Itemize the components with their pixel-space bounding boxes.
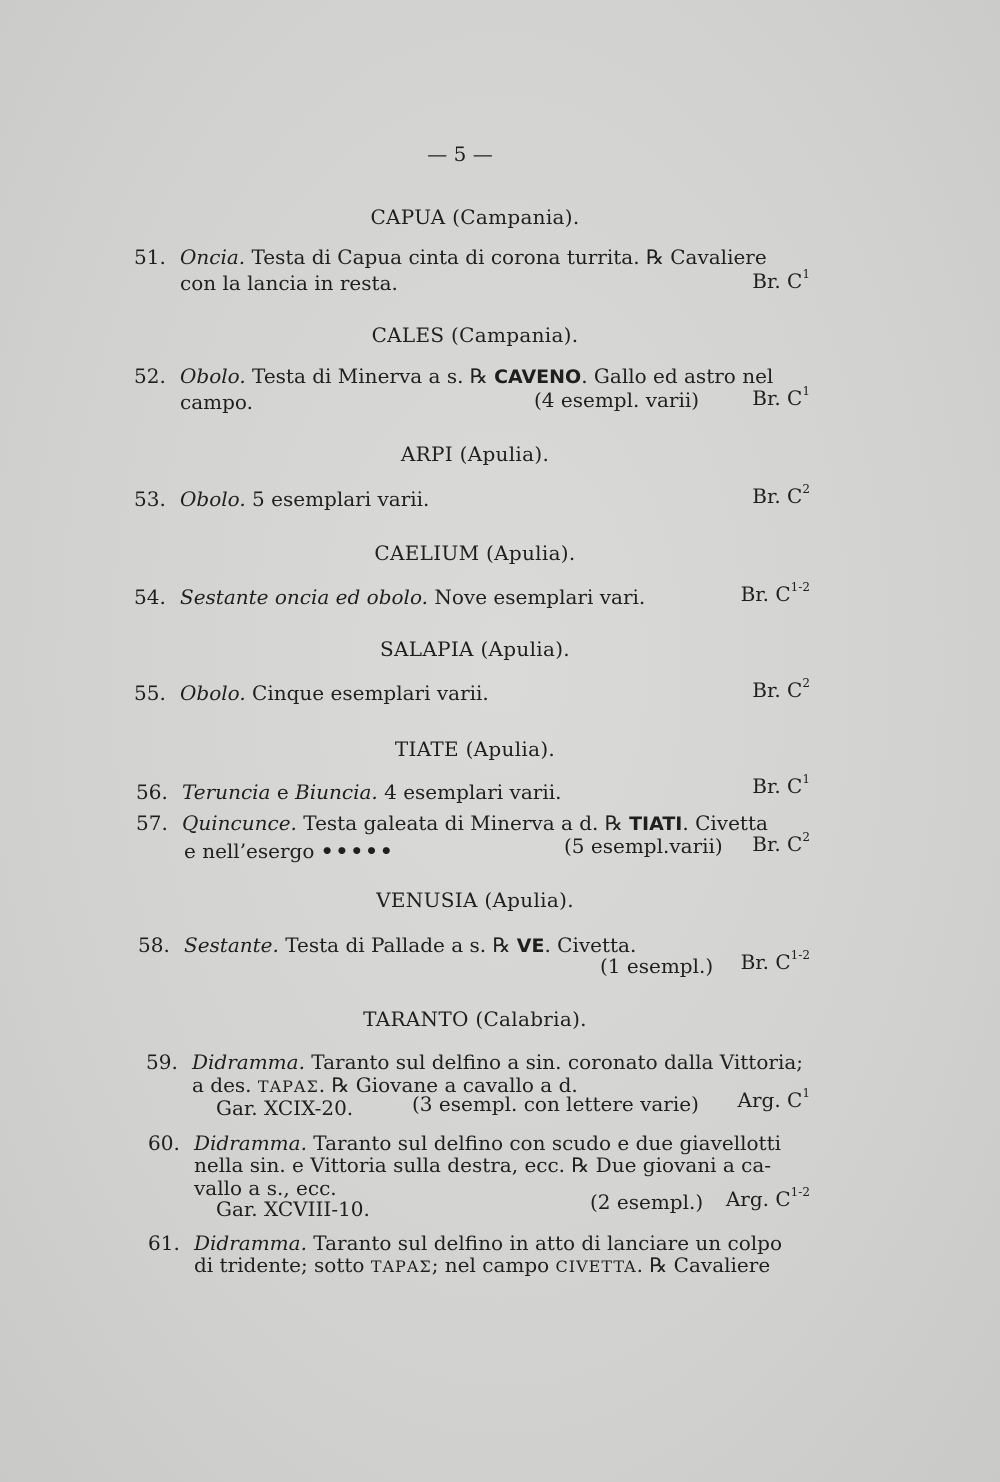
entry-51-line-2: con la lancia in resta. <box>180 271 398 295</box>
section-heading-arpi: ARPI (Apulia). <box>400 442 550 466</box>
entry-60-line-3: vallo a s., ecc. <box>194 1176 337 1200</box>
denomination: Obolo. <box>180 364 246 388</box>
entry-58-grade <box>741 950 810 974</box>
entry-60-grade <box>726 1187 810 1211</box>
grade-label: Arg. C <box>737 1088 803 1112</box>
section-heading-tiate: TIATE (Apulia). <box>394 737 556 761</box>
section-heading-cales: CALES (Campania). <box>371 323 579 347</box>
description-cont: ; nel campo <box>431 1253 556 1277</box>
entry-number: 57. <box>136 811 168 835</box>
section-heading-caelium: CAELIUM (Apulia). <box>374 541 576 565</box>
description-cont: . Gallo ed astro nel <box>581 364 774 388</box>
entry-58-line-1 <box>138 933 636 957</box>
grade-label: Br. C <box>752 386 803 410</box>
denomination-2: Biuncia. <box>295 780 378 804</box>
description-cont: . ℞ Giovane a cavallo a d. <box>318 1073 578 1097</box>
grade-superscript: 1 <box>802 1086 810 1101</box>
denomination: Didramma. <box>194 1231 307 1255</box>
grade-label: Br. C <box>752 678 803 702</box>
grade-superscript: 1-2 <box>790 948 810 963</box>
entry-57-grade <box>752 832 810 856</box>
description: 4 esemplari varii. <box>377 780 562 804</box>
grade-superscript: 2 <box>802 482 810 497</box>
entry-52-note: (4 esempl. varii) <box>534 388 700 412</box>
entry-55-grade <box>752 678 810 702</box>
grade-label: Br. C <box>752 774 803 798</box>
entry-57-line-1 <box>136 811 768 835</box>
entry-57-line-2 <box>184 839 395 863</box>
entry-51-line-1 <box>134 245 767 269</box>
grade-superscript: 2 <box>802 830 810 845</box>
entry-number: 61. <box>148 1231 180 1255</box>
denomination: Obolo. <box>180 487 246 511</box>
entry-55-line-1 <box>134 681 489 705</box>
entry-59-grade <box>738 1088 810 1112</box>
entry-59-line-3: Gar. XCIX-20. <box>216 1096 354 1120</box>
description: Testa di Pallade a s. ℞ <box>278 933 517 957</box>
description: 5 esemplari varii. <box>245 487 430 511</box>
entry-number: 58. <box>138 933 170 957</box>
entry-53-grade <box>752 484 810 508</box>
entry-number: 60. <box>148 1131 180 1155</box>
section-heading-taranto: TARANTO (Calabria). <box>363 1007 587 1031</box>
denomination: Didramma. <box>194 1131 307 1155</box>
description-cont: . Civetta <box>682 811 768 835</box>
grade-label: Br. C <box>752 832 803 856</box>
entry-53-line-1 <box>134 487 429 511</box>
page-number: — 5 — <box>427 142 493 166</box>
entry-60-line-1 <box>148 1131 781 1155</box>
field-symbol: CIVETTA <box>555 1257 637 1276</box>
entry-number: 52. <box>134 364 166 388</box>
entry-61-line-1 <box>148 1231 782 1255</box>
grade-label: Arg. C <box>725 1187 791 1211</box>
entry-number: 56. <box>136 780 168 804</box>
grade-superscript: 1-2 <box>790 580 810 595</box>
section-heading-capua: CAPUA (Campania). <box>370 205 580 229</box>
entry-number: 53. <box>134 487 166 511</box>
grade-superscript: 1-2 <box>790 1185 810 1200</box>
entry-59-line-1 <box>146 1050 803 1074</box>
entry-52-line-2: campo. <box>180 390 253 414</box>
entry-52-grade <box>752 386 810 410</box>
description-cont: . Civetta. <box>544 933 637 957</box>
grade-superscript: 2 <box>802 676 810 691</box>
entry-56-line-1 <box>136 780 561 804</box>
grade-label: Br. C <box>752 484 803 508</box>
entry-58-note: (1 esempl.) <box>600 954 714 978</box>
description: Taranto sul delfino in atto di lanciare un colpo <box>306 1231 783 1255</box>
entry-60-line-2: nella sin. e Vittoria sulla destra, ecc. ℞ Due giovani a ca- <box>194 1153 772 1177</box>
grade-superscript: 1 <box>802 267 810 282</box>
entry-60-line-4: Gar. XCVIII-10. <box>216 1197 370 1221</box>
grade-superscript: 1 <box>802 772 810 787</box>
coin-legend: TIATI <box>629 813 683 835</box>
grade-label: Br. C <box>752 269 803 293</box>
description: di tridente; sotto <box>194 1253 371 1277</box>
denomination: Quincunce. <box>182 811 297 835</box>
description: Cinque esemplari varii. <box>245 681 489 705</box>
denomination: Obolo. <box>180 681 246 705</box>
coin-legend: VE <box>516 935 545 957</box>
description: Testa galeata di Minerva a d. ℞ <box>296 811 630 835</box>
coin-legend: ΤΑΡΑΣ <box>257 1077 319 1096</box>
grade-superscript: 1 <box>802 384 810 399</box>
denomination: Teruncia <box>182 780 271 804</box>
entry-51-grade <box>752 269 810 293</box>
description: Taranto sul delfino a sin. coronato dalla Vittoria; <box>304 1050 804 1074</box>
description: Testa di Capua cinta di corona turrita. ℞ Cavaliere <box>245 245 767 269</box>
grade-label: Br. C <box>740 950 791 974</box>
entry-59-note: (3 esempl. con lettere varie) <box>412 1092 699 1116</box>
exergue-dots: ••••• <box>320 839 395 863</box>
denomination: Sestante. <box>184 933 279 957</box>
grade-label: Br. C <box>740 582 791 606</box>
denomination: Sestante oncia ed obolo. <box>180 585 428 609</box>
entry-56-grade <box>752 774 810 798</box>
description: e nell’esergo <box>184 839 315 863</box>
section-heading-salapia: SALAPIA (Apulia). <box>380 637 570 661</box>
conjunction: e <box>270 780 296 804</box>
entry-61-line-2 <box>194 1253 770 1277</box>
coin-legend: ΤΑΡΑΣ <box>370 1257 432 1276</box>
denomination: Oncia. <box>180 245 246 269</box>
entry-54-line-1 <box>134 585 645 609</box>
description-end: . ℞ Cavaliere <box>636 1253 771 1277</box>
description: a des. <box>192 1073 258 1097</box>
coin-legend: CAVENO <box>494 366 582 388</box>
description: Nove esemplari vari. <box>428 585 646 609</box>
entry-number: 54. <box>134 585 166 609</box>
entry-52-line-1 <box>134 364 773 388</box>
entry-number: 59. <box>146 1050 178 1074</box>
entry-54-grade <box>741 582 810 606</box>
entry-60-note: (2 esempl.) <box>590 1190 704 1214</box>
entry-number: 51. <box>134 245 166 269</box>
section-heading-venusia: VENUSIA (Apulia). <box>376 888 574 912</box>
denomination: Didramma. <box>192 1050 305 1074</box>
description: Testa di Minerva a s. ℞ <box>245 364 495 388</box>
description: Taranto sul delfino con scudo e due giavellotti <box>306 1131 782 1155</box>
entry-57-note: (5 esempl.varii) <box>564 834 723 858</box>
entry-number: 55. <box>134 681 166 705</box>
